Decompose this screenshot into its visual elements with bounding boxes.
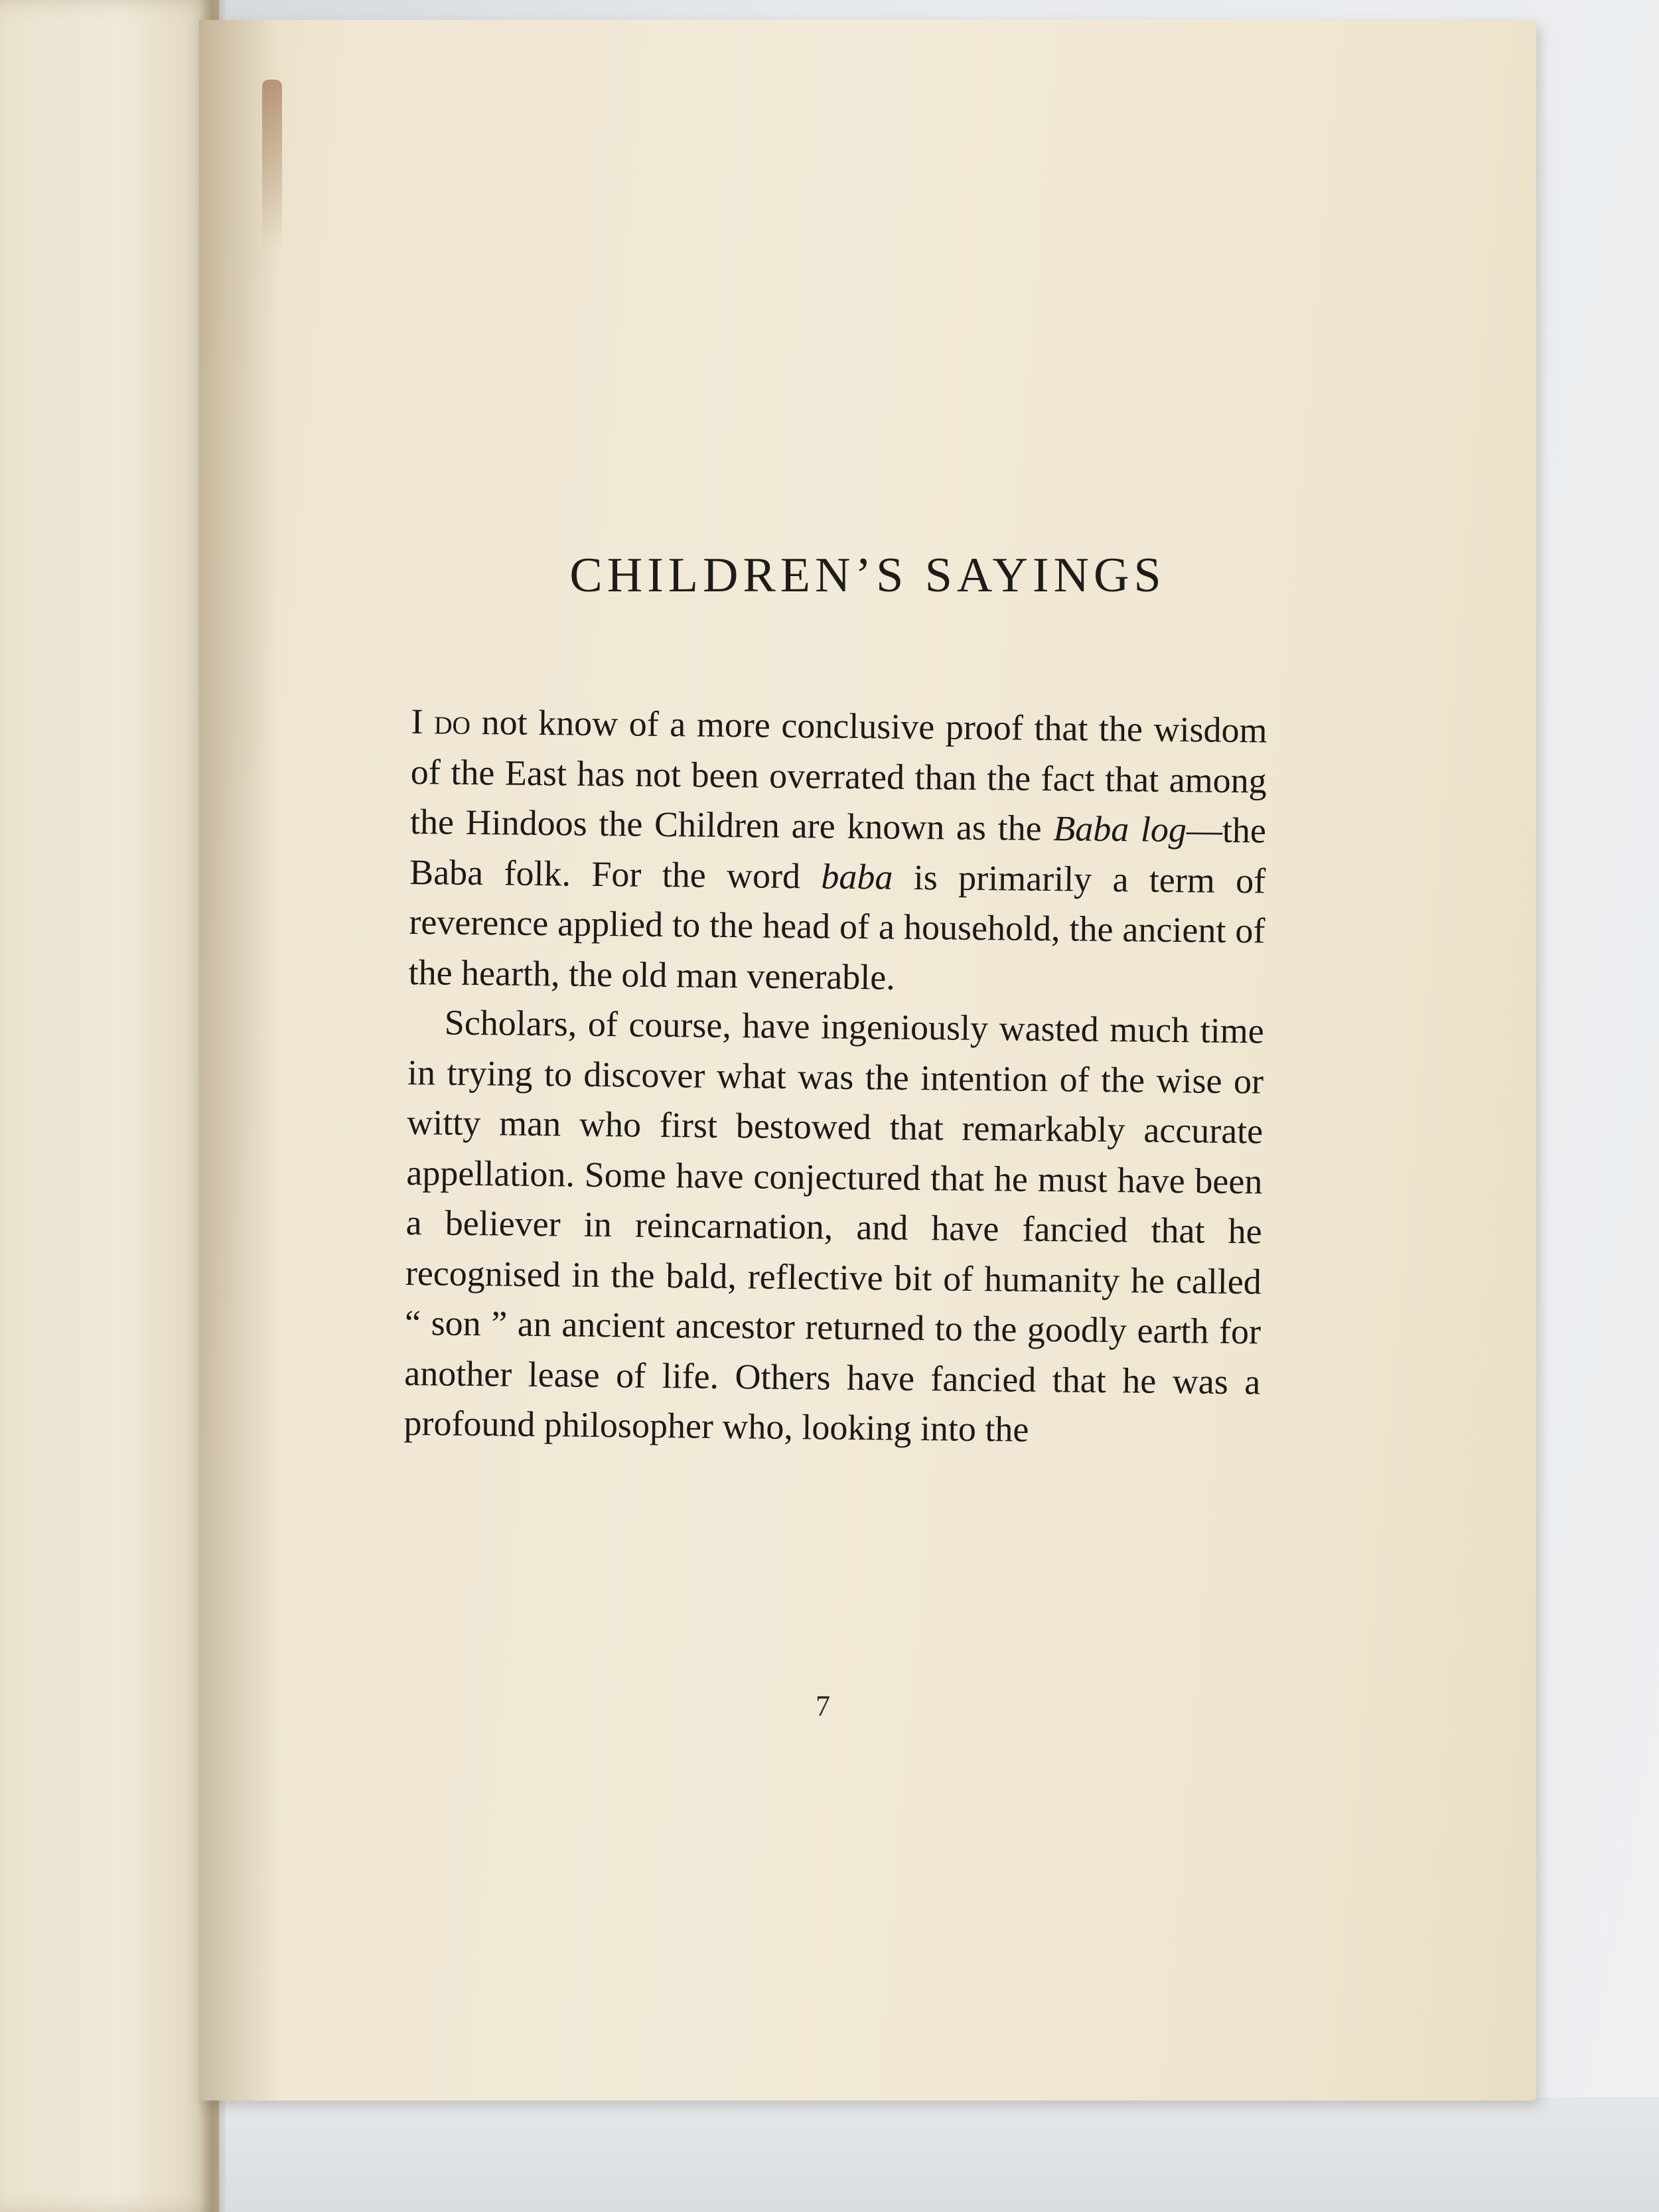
binding-stain: [262, 80, 282, 252]
chapter-title: CHILDREN’S SAYINGS: [569, 548, 1166, 603]
dropcap-letter: I: [411, 701, 423, 742]
page-number: 7: [816, 1690, 830, 1722]
smallcaps-word: do: [433, 701, 471, 742]
paragraph-1-text-c: is primarily a term of reverence applied to the head of a household, the ancient of the hearth, the old man venerable.: [408, 857, 1266, 997]
italic-phrase-baba-log: Baba log: [1052, 808, 1187, 850]
italic-word-baba: baba: [821, 855, 893, 897]
paragraph-1: [408, 697, 1267, 1006]
paragraph-1-text-a: not know of a more conclusive proof that the wisdom of the East has not been overrated than the fact that among the Hindoos the Children are known as the: [409, 701, 1267, 849]
gutter-shadow: [199, 20, 279, 2101]
paragraph-1-text-b: —the Baba folk. For the word: [409, 810, 1267, 896]
left-facing-page: [0, 0, 219, 2212]
body-text: [403, 697, 1267, 1457]
table-surface-bottom: [0, 2097, 1659, 2212]
paragraph-2: Scholars, of course, have ingeniously wasted much time in trying to discover what was the intention of the wise or witty man who first bestowed that remarkably accurate appellation. Some have conjectured that he must have been a believer in reincarnation, and have fancied that he recognised in the bald, reflective bit of humanity he called “ son ” an ancient ancestor returned to the goodly earth for another lease of life. Others have fancied that he was a profound philosopher who, looking into the: [403, 1002, 1265, 1449]
